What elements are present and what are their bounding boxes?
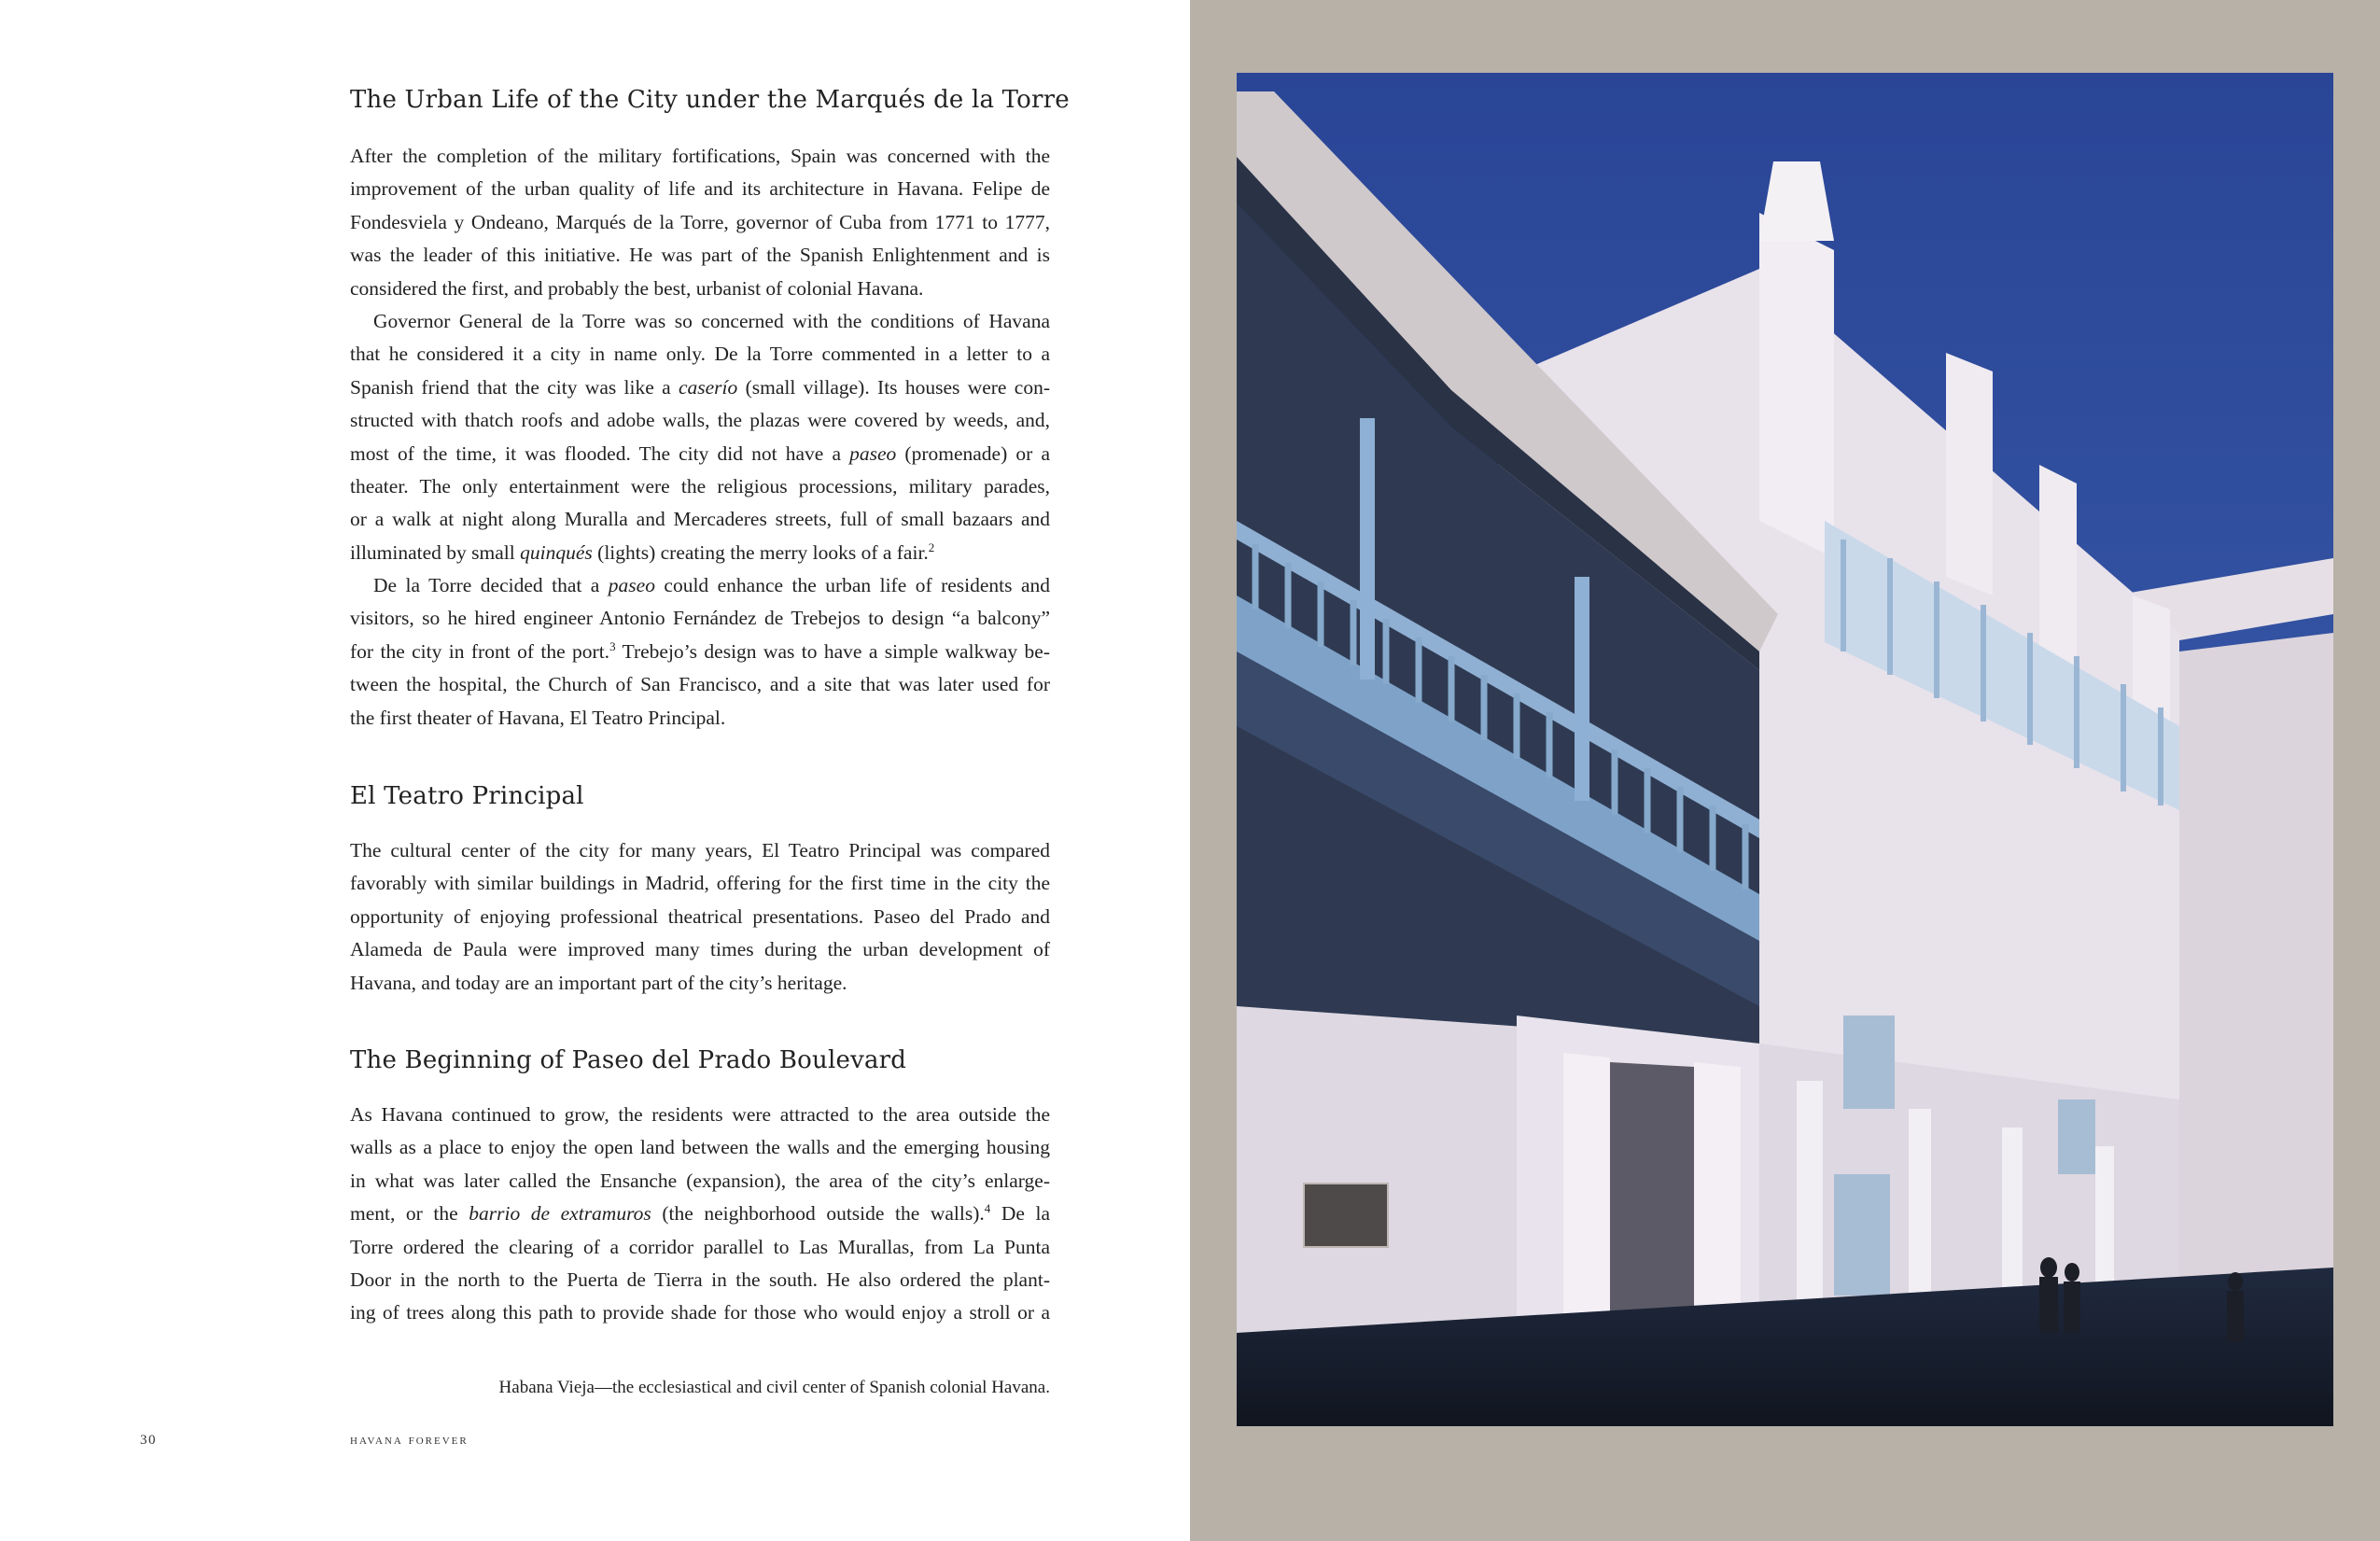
text-line: After the completion of the military fortifications, Spain was concerned with the: [350, 145, 1050, 167]
paragraph: [350, 569, 1050, 735]
text-line: visitors, so he hired engineer Antonio Fernández de Trebejos to design “a balcony”: [350, 607, 1050, 630]
tower-pilaster: [1759, 213, 1834, 558]
text-line: Door in the north to the Puerta de Tierra in the south. He also ordered the plant-: [350, 1268, 1050, 1292]
text-line: that he considered it a city in name only. De la Torre commented in a letter to a: [350, 343, 1050, 366]
text-line: Fondesviela y Ondeano, Marqués de la Torre, governor of Cuba from 1771 to 1777,: [350, 210, 1050, 233]
text-line: most of the time, it was flooded. The city did not have a paseo (promenade) or a: [350, 441, 1050, 465]
text-line: theater. The only entertainment were the religious processions, military parades,: [350, 475, 1050, 498]
text-line: illuminated by small quinqués (lights) creating the merry looks of a fair.$^2$: [350, 539, 935, 564]
section-heading-paseo-del-prado: The Beginning of Paseo del Prado Boulevard: [350, 1046, 907, 1074]
text-line: in what was later called the Ensanche (expansion), the area of the city’s enlarge-: [350, 1169, 1050, 1192]
text-line: or a walk at night along Muralla and Mercaderes streets, full of small bazaars and: [350, 508, 1050, 531]
text-line: ment, or the barrio de extramuros (the neighborhood outside the walls).$^4$ De la: [350, 1201, 1050, 1226]
section-heading-teatro-principal: El Teatro Principal: [350, 782, 584, 810]
text-line: tween the hospital, the Church of San Francisco, and a site that was later used for: [350, 673, 1050, 696]
text-line: considered the first, and probably the best, urbanist of colonial Havana.: [350, 276, 924, 300]
paragraph: [350, 834, 1050, 1000]
text-line: opportunity of enjoying professional theatrical presentations. Paseo del Prado and: [350, 904, 1050, 928]
paragraph: [350, 305, 1050, 569]
photo-caption: Habana Vieja—the ecclesiastical and civil center of Spanish colonial Havana.: [498, 1378, 1050, 1397]
paragraph: [350, 140, 1050, 305]
text-line: As Havana continued to grow, the residents were attracted to the area outside the: [350, 1103, 1050, 1126]
text-line: walls as a place to enjoy the open land between the walls and the emerging housing: [350, 1136, 1050, 1159]
paragraph: [350, 1099, 1050, 1330]
wall-plaque: [1304, 1184, 1388, 1247]
text-line: Governor General de la Torre was so concerned with the conditions of Havana: [373, 310, 1050, 332]
text-line: favorably with similar buildings in Madrid, offering for the first time in the city the: [350, 872, 1050, 895]
text-line: The cultural center of the city for many years, El Teatro Principal was compared: [350, 839, 1050, 862]
text-line: was the leader of this initiative. He was part of the Spanish Enlightenment and is: [350, 244, 1050, 267]
street-photo: [1237, 73, 2333, 1426]
text-line: Havana, and today are an important part of the city’s heritage.: [350, 971, 847, 994]
text-line: ing of trees along this path to provide shade for those who would enjoy a stroll or a: [350, 1301, 1050, 1324]
text-line: structed with thatch roofs and adobe walls, the plazas were covered by weeds, and,: [350, 409, 1050, 432]
photo-illustration: [1237, 73, 2333, 1426]
text-line: Torre ordered the clearing of a corridor parallel to Las Murallas, from La Punta: [350, 1235, 1050, 1258]
text-line: Spanish friend that the city was like a caserío (small village). Its houses were con-: [350, 375, 1051, 399]
page-number: 30: [140, 1433, 157, 1448]
running-title: havana forever: [350, 1433, 469, 1448]
far-building: [2179, 633, 2333, 1314]
text-line: De la Torre decided that a paseo could enhance the urban life of residents and: [373, 574, 1050, 596]
text-line: improvement of the urban quality of life and its architecture in Havana. Felipe de: [350, 177, 1050, 201]
text-line: the first theater of Havana, El Teatro Principal.: [350, 706, 726, 729]
section-heading-urban-life: The Urban Life of the City under the Marqués de la Torre: [350, 86, 1070, 114]
text-line: Alameda de Paula were improved many times during the urban development of: [350, 938, 1050, 961]
text-line: for the city in front of the port.$^3$ Trebejo’s design was to have a simple walkway be-: [350, 638, 1050, 663]
